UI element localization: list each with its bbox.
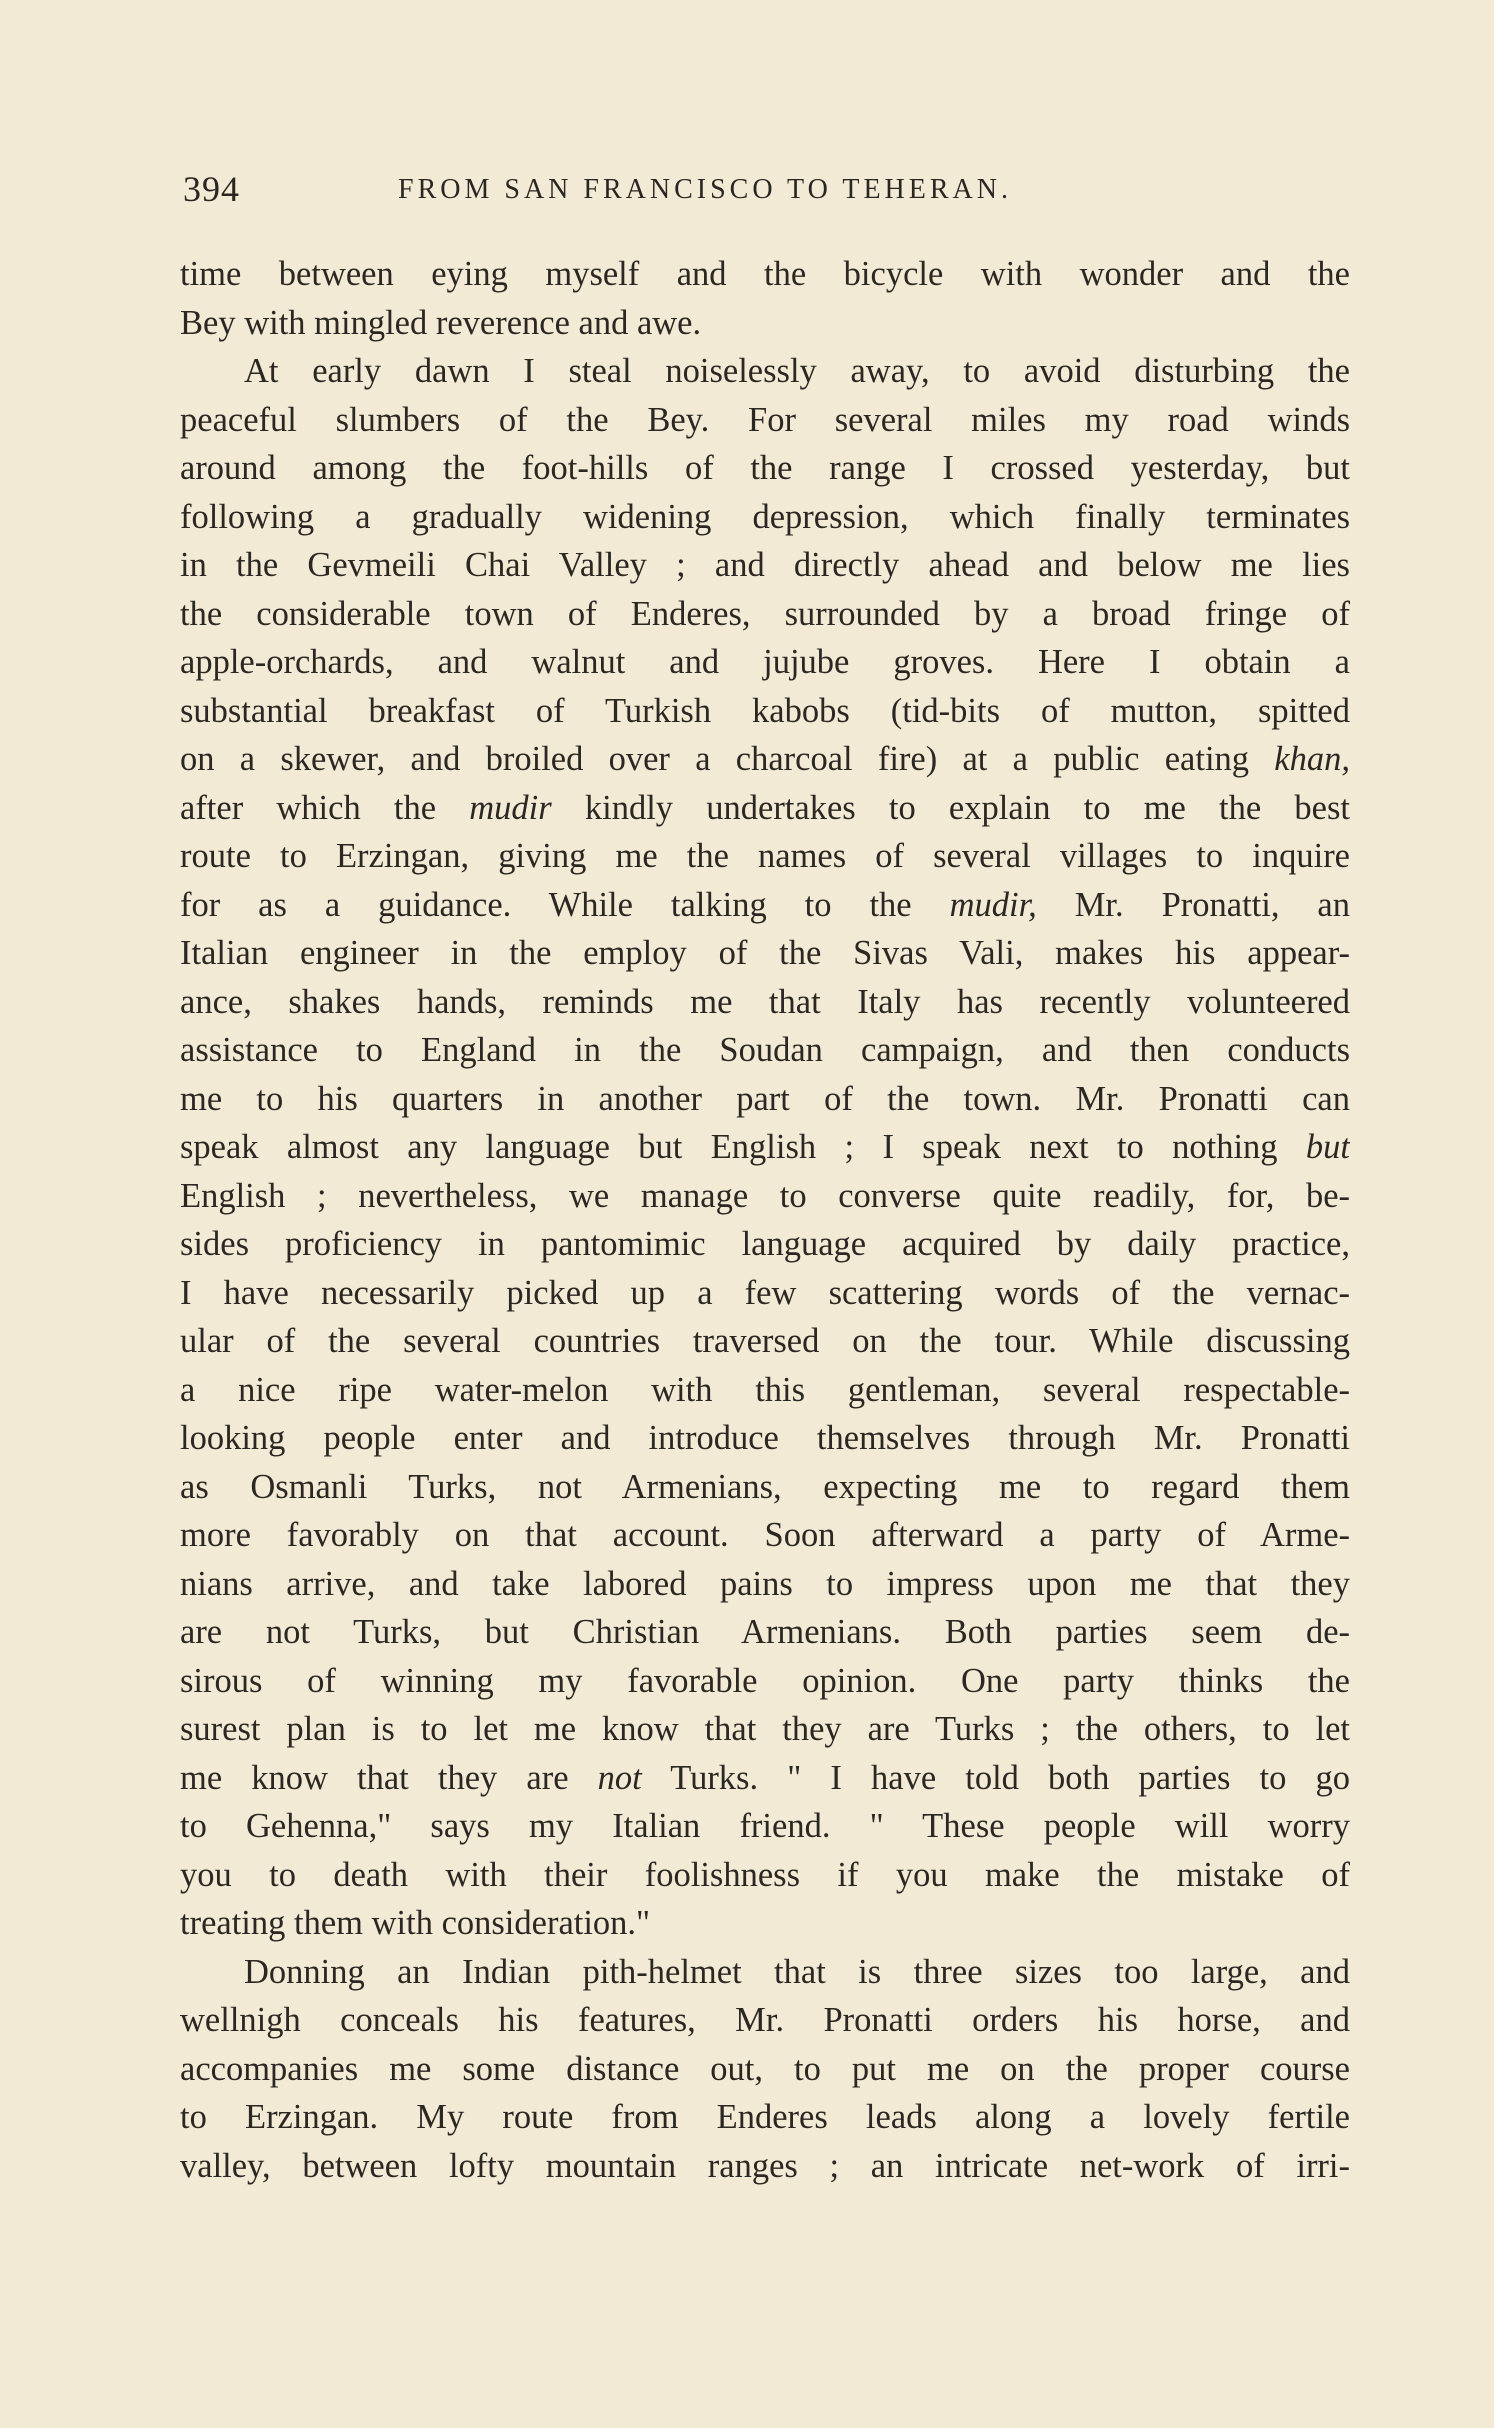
text-segment: valley, between lofty mountain ranges ; an intricate net-work of irri- <box>180 2146 1350 2185</box>
text-line <box>180 2045 1350 2094</box>
text-line <box>180 590 1350 639</box>
text-segment: Bey with mingled reverence and awe. <box>180 303 702 342</box>
text-line <box>180 1220 1350 1269</box>
text-line <box>180 1802 1350 1851</box>
text-segment: following a gradually widening depression, which finally terminates <box>180 497 1350 536</box>
text-line <box>180 1269 1350 1318</box>
text-segment: around among the foot-hills of the range I crossed yesterday, but <box>180 449 1350 487</box>
text-segment: treating them with consideration." <box>180 1904 651 1942</box>
text-segment: assistance to England in the Soudan campaign, and then conducts <box>180 1031 1350 1069</box>
text-line <box>180 1705 1350 1754</box>
text-segment: speak almost any language but English ; I speak next to nothing <box>180 1128 1306 1166</box>
text-segment: Turks. " I have told both parties to go <box>641 1758 1350 1797</box>
page-number: 394 <box>183 169 240 209</box>
text-segment: after which the <box>180 788 470 827</box>
text-segment: At early dawn I steal noiselessly away, to avoid disturbing the <box>244 352 1350 390</box>
text-segment: peaceful slumbers of the Bey. For several miles my road winds <box>180 400 1350 439</box>
text-segment: apple-orchards, and walnut and jujube groves. Here I obtain a <box>180 643 1350 681</box>
running-head: FROM SAN FRANCISCO TO TEHERAN. <box>398 174 1012 205</box>
text-segment: you to death with their foolishness if you make the mistake of <box>180 1855 1350 1894</box>
text-line <box>180 978 1350 1027</box>
text-segment: for as a guidance. While talking to the <box>180 885 950 924</box>
italic-text: but <box>1305 1128 1350 1166</box>
text-line <box>180 881 1350 930</box>
text-line <box>180 1948 1350 1997</box>
text-segment: more favorably on that account. Soon afterward a party of Arme- <box>180 1516 1350 1554</box>
text-line <box>180 1026 1350 1075</box>
text-line <box>180 1317 1350 1366</box>
text-line <box>180 832 1350 881</box>
text-segment: are not Turks, but Christian Armenians. Both parties seem de- <box>180 1613 1350 1651</box>
text-segment: to Erzingan. My route from Enderes leads along a lovely fertile <box>180 2098 1350 2136</box>
text-line <box>180 1899 1350 1948</box>
text-line <box>180 1172 1350 1221</box>
text-line <box>180 2142 1350 2191</box>
text-segment: Mr. Pronatti, an <box>1036 885 1350 924</box>
text-segment: nians arrive, and take labored pains to impress upon me that they <box>180 1564 1350 1603</box>
italic-text: mudir <box>469 788 552 827</box>
text-line <box>180 1463 1350 1512</box>
text-line <box>180 444 1350 493</box>
text-line <box>180 250 1350 299</box>
text-line <box>180 396 1350 445</box>
text-segment: a nice ripe water-melon with this gentleman, several respectable- <box>180 1370 1350 1409</box>
text-segment: kindly undertakes to explain to me the best <box>551 788 1350 827</box>
text-segment: to Gehenna," says my Italian friend. " These people will worry <box>180 1807 1350 1845</box>
text-line <box>180 1608 1350 1657</box>
text-segment: surest plan is to let me know that they are Turks ; the others, to let <box>180 1710 1350 1748</box>
text-segment: sirous of winning my favorable opinion. One party thinks the <box>180 1661 1350 1700</box>
text-line <box>180 299 1350 348</box>
text-line <box>180 1366 1350 1415</box>
text-line <box>180 1414 1350 1463</box>
text-segment: me know that they are <box>180 1758 598 1797</box>
text-segment: as Osmanli Turks, not Armenians, expecting me to regard them <box>180 1467 1350 1506</box>
text-segment: looking people enter and introduce themselves through Mr. Pronatti <box>180 1419 1350 1457</box>
text-line <box>180 541 1350 590</box>
text-segment: Italian engineer in the employ of the Sivas Vali, makes his appear- <box>180 934 1350 972</box>
text-line <box>180 1754 1350 1803</box>
text-segment: Donning an Indian pith-helmet that is three sizes too large, and <box>244 1952 1350 1991</box>
text-line <box>180 1851 1350 1900</box>
text-line <box>180 687 1350 736</box>
text-segment: the considerable town of Enderes, surrounded by a broad fringe of <box>180 594 1350 633</box>
text-line <box>180 1657 1350 1706</box>
text-segment: English ; nevertheless, we manage to converse quite readily, for, be- <box>180 1176 1350 1215</box>
italic-text: not <box>597 1758 642 1797</box>
text-line <box>180 2093 1350 2142</box>
body-text <box>180 250 1350 2190</box>
text-segment: sides proficiency in pantomimic language acquired by daily practice, <box>180 1225 1350 1263</box>
text-line <box>180 735 1350 784</box>
text-segment: I have necessarily picked up a few scattering words of the vernac- <box>180 1273 1350 1312</box>
text-line <box>180 638 1350 687</box>
text-line <box>180 493 1350 542</box>
text-segment: me to his quarters in another part of the town. Mr. Pronatti can <box>180 1079 1350 1118</box>
text-line <box>180 1075 1350 1124</box>
text-line <box>180 347 1350 396</box>
text-line <box>180 1123 1350 1172</box>
text-segment: ular of the several countries traversed on the tour. While discussing <box>180 1322 1350 1360</box>
text-segment: route to Erzingan, giving me the names of several villages to inquire <box>180 837 1350 875</box>
italic-text: khan, <box>1274 740 1350 778</box>
text-line <box>180 1996 1350 2045</box>
text-segment: ance, shakes hands, reminds me that Italy has recently volunteered <box>180 982 1350 1021</box>
italic-text: mudir, <box>949 885 1037 924</box>
text-line <box>180 929 1350 978</box>
text-segment: in the Gevmeili Chai Valley ; and directly ahead and below me lies <box>180 546 1350 584</box>
text-segment: accompanies me some distance out, to put me on the proper course <box>180 2049 1350 2088</box>
text-line <box>180 1511 1350 1560</box>
text-line <box>180 1560 1350 1609</box>
text-segment: substantial breakfast of Turkish kabobs (tid-bits of mutton, spitted <box>180 691 1350 730</box>
text-segment: wellnigh conceals his features, Mr. Pronatti orders his horse, and <box>180 2001 1350 2039</box>
text-line <box>180 784 1350 833</box>
text-segment: time between eying myself and the bicycle with wonder and the <box>180 255 1350 293</box>
text-segment: on a skewer, and broiled over a charcoal fire) at a public eating <box>180 740 1275 778</box>
page-header <box>183 168 1333 218</box>
